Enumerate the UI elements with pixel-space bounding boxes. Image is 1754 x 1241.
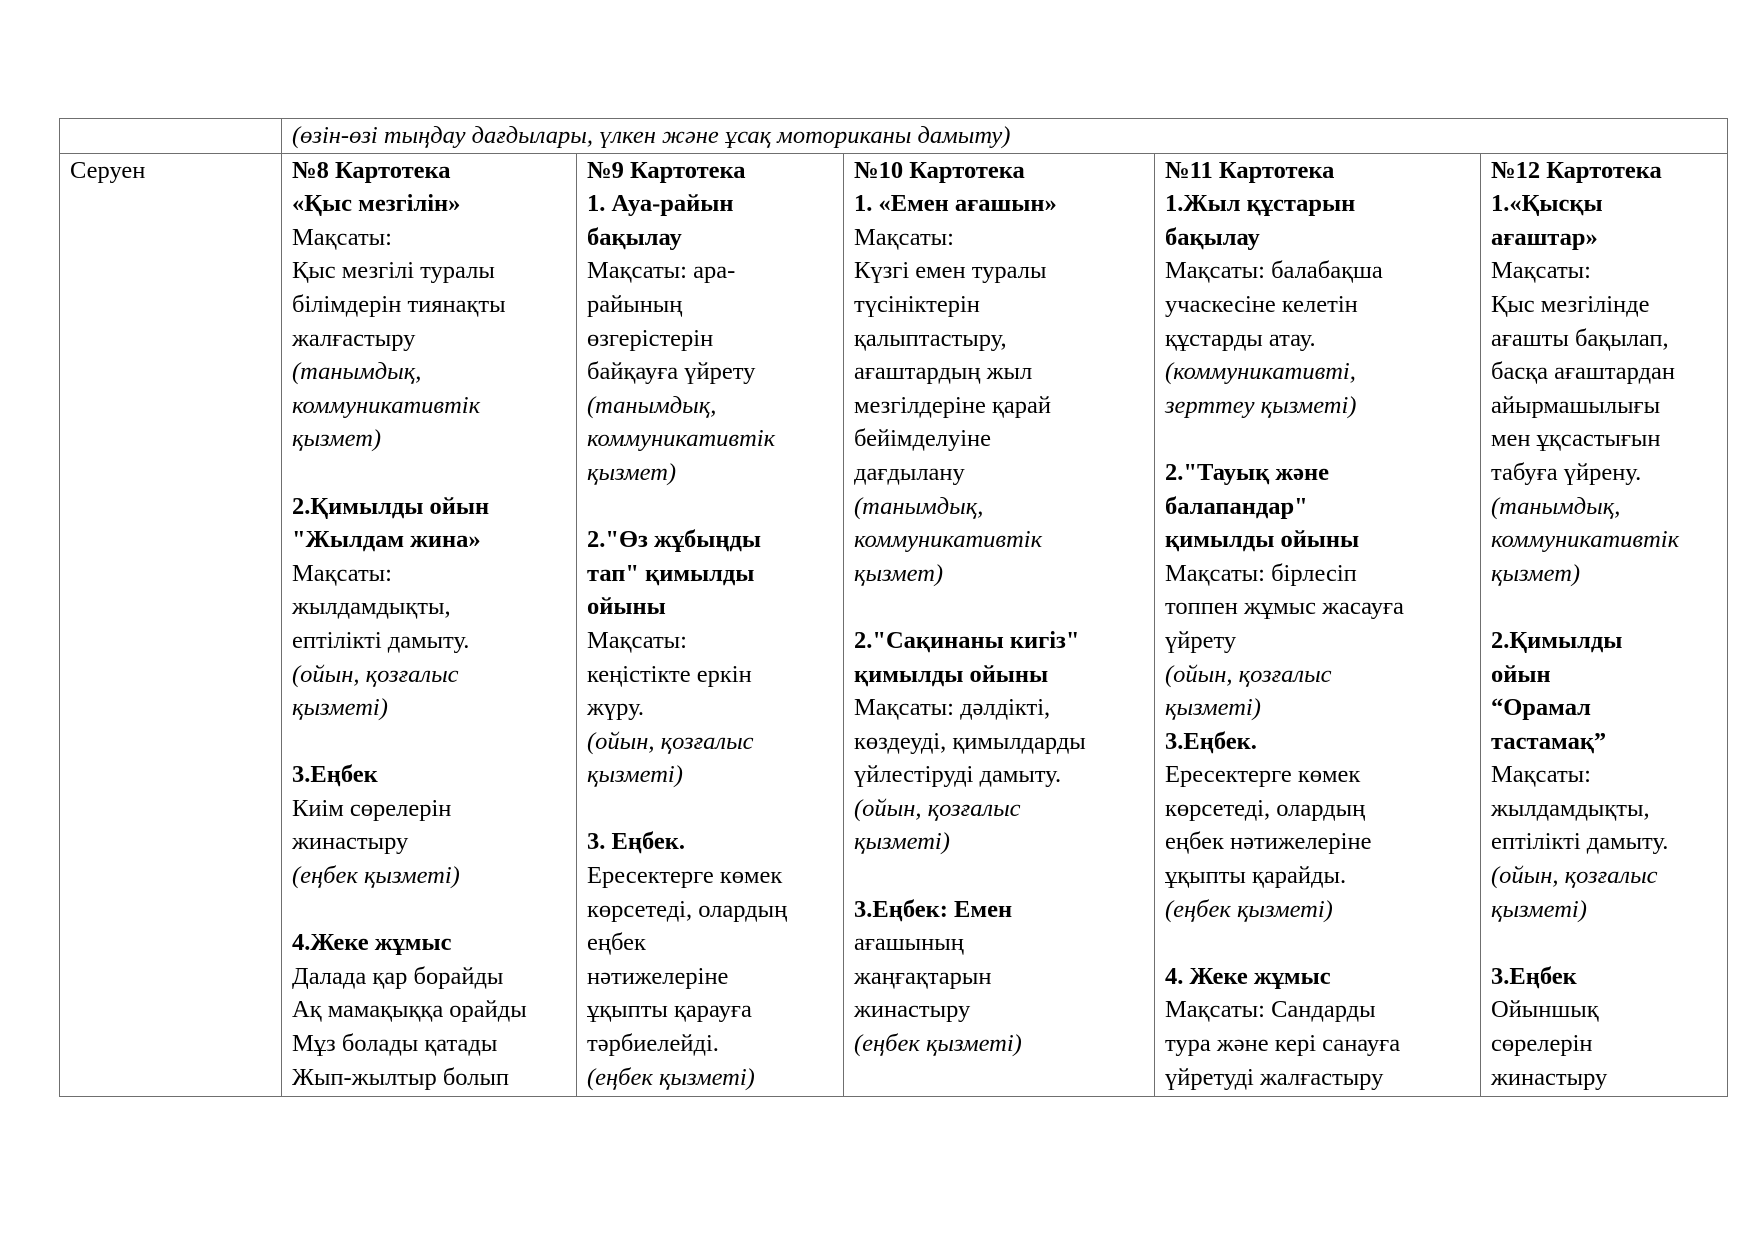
cell-text-line: (танымдық, <box>1491 492 1621 520</box>
card-9-cell <box>577 153 844 1096</box>
cell-text-line: «Қыс мезгілін» <box>292 190 461 218</box>
cell-text-line: 3. Еңбек. <box>587 828 685 856</box>
cell-text-line: байқауға үйрету <box>587 358 756 386</box>
cell-text-line: мезгілдеріне қарай <box>854 391 1051 419</box>
cell-text-line: басқа ағаштардан <box>1491 358 1676 386</box>
cell-text-line: №8 Картотека <box>292 156 451 184</box>
cell-text-line: 1. Ауа-райын <box>587 190 734 218</box>
cell-text-line: қызмет) <box>587 458 677 486</box>
blank-line <box>292 456 572 490</box>
cell-text-line: Мақсаты: <box>1491 257 1591 285</box>
cell-text-line: райының <box>587 290 683 318</box>
cell-text-line: коммуникативтік <box>854 526 1043 554</box>
cell-text-line: айырмашылығы <box>1491 391 1661 419</box>
cell-text-line: Мақсаты: <box>1491 761 1591 789</box>
cell-text-line: зерттеу қызметі) <box>1165 391 1357 419</box>
blank-line <box>587 792 839 826</box>
blank-line <box>292 893 572 927</box>
cell-text-line: “Орамал <box>1491 694 1591 722</box>
cell-text-line: қызмет) <box>854 559 944 587</box>
cell-text-line: ойын <box>1491 660 1551 688</box>
cell-text-line: 4.Жеке жұмыс <box>292 929 452 957</box>
cell-text-line: ептілікті дамыту. <box>292 626 470 654</box>
cell-text-line: ағаштар» <box>1491 223 1598 251</box>
cell-text-line: Мақсаты: <box>292 559 392 587</box>
cell-text-line: коммуникативтік <box>587 425 776 453</box>
cell-text-line: (еңбек қызметі) <box>854 1030 1022 1058</box>
cell-text-line: Мақсаты: <box>587 626 687 654</box>
cell-text-line: 1.Жыл құстарын <box>1165 190 1356 218</box>
cell-text-line: қызмет) <box>1491 559 1581 587</box>
cell-text-line: үйлестіруді дамыту. <box>854 761 1062 789</box>
blank-line <box>1165 422 1476 456</box>
cell-text-line: Мақсаты: ара- <box>587 257 736 285</box>
cell-text-line: мен ұқсастығын <box>1491 425 1661 453</box>
cell-text-line: Ақ мамақыққа орайды <box>292 996 527 1024</box>
cell-text-line: қызметі) <box>292 694 388 722</box>
blank-line <box>1165 926 1476 960</box>
cell-text-line: бейімделуіне <box>854 425 992 453</box>
cell-text-line: (танымдық, <box>292 358 422 386</box>
blank-line <box>587 490 839 524</box>
cell-text-line: ағашының <box>854 929 964 957</box>
card-11-cell <box>1155 153 1481 1096</box>
cell-text-line: қызметі) <box>1165 694 1261 722</box>
weekly-plan-table <box>59 118 1728 1097</box>
cell-text-line: табуға үйрену. <box>1491 458 1642 486</box>
cell-text-line: №11 Картотека <box>1165 156 1335 184</box>
cell-text-line: (танымдық, <box>854 492 984 520</box>
cell-text-line: Ойыншық <box>1491 996 1599 1024</box>
cell-text-line: жинастыру <box>1491 1063 1608 1091</box>
cell-text-line: тәрбиелейді. <box>587 1030 719 1058</box>
cell-text-line: 1.«Қысқы <box>1491 190 1603 218</box>
cell-text-line: ептілікті дамыту. <box>1491 828 1669 856</box>
cell-text-line: 3.Еңбек <box>292 761 378 789</box>
walk-row-label: Серуен <box>60 153 282 1096</box>
cell-text-line: тура және кері санауға <box>1165 1030 1401 1058</box>
cell-text-line: сөрелерін <box>1491 1030 1593 1058</box>
cell-text-line: жалғастыру <box>292 324 416 352</box>
cell-text-line: ұқыпты қарайды. <box>1165 862 1347 890</box>
cell-text-line: топпен жұмыс жасауға <box>1165 593 1404 621</box>
cell-text-line: (ойын, қозғалыс <box>292 660 459 688</box>
cell-text-line: Ересектерге көмек <box>587 862 783 890</box>
cell-text-line: үйрету <box>1165 626 1237 654</box>
cell-text-line: ағаштардың жыл <box>854 358 1033 386</box>
cell-text-line: қызметі) <box>587 761 683 789</box>
cell-text-line: еңбек нәтижелеріне <box>1165 828 1372 856</box>
cell-text-line: жаңғақтарын <box>854 962 992 990</box>
cell-text-line: бақылау <box>587 223 682 251</box>
cell-text-line: еңбек <box>587 929 646 957</box>
blank-line <box>1491 590 1723 624</box>
cell-text-line: учаскесіне келетін <box>1165 290 1358 318</box>
cell-text-line: 2.Қимылды ойын <box>292 492 490 520</box>
cell-text-line: тастамақ” <box>1491 727 1607 755</box>
cell-text-line: Ересектерге көмек <box>1165 761 1361 789</box>
cell-text-line: құстарды атау. <box>1165 324 1316 352</box>
cell-text-line: жинастыру <box>292 828 409 856</box>
cell-text-line: бақылау <box>1165 223 1260 251</box>
blank-line <box>854 590 1150 624</box>
cell-text-line: Мақсаты: Сандарды <box>1165 996 1376 1024</box>
cell-text-line: Қыс мезгілінде <box>1491 290 1650 318</box>
intro-row-label <box>60 119 282 154</box>
cell-text-line: қызмет) <box>292 425 382 453</box>
intro-row <box>60 119 1728 154</box>
cell-text-line: 1. «Емен ағашын» <box>854 190 1057 218</box>
card-12-cell <box>1481 153 1728 1096</box>
cell-text-line: дағдылану <box>854 458 965 486</box>
cell-text-line: коммуникативтік <box>1491 526 1680 554</box>
cell-text-line: өзгерістерін <box>587 324 714 352</box>
blank-line <box>1491 926 1723 960</box>
cell-text-line: Жып-жылтыр болып <box>292 1063 510 1091</box>
cell-text-line: Мақсаты: <box>292 223 392 251</box>
card-10-cell <box>844 153 1155 1096</box>
cell-text-line: қызметі) <box>1491 895 1587 923</box>
cell-text-line: 2."Сақинаны кигіз" <box>854 626 1080 654</box>
cell-text-line: 2."Өз жұбыңды <box>587 526 762 554</box>
cell-text-line: кеңістікте еркін <box>587 660 752 688</box>
cell-text-line: (ойын, қозғалыс <box>587 727 754 755</box>
cell-text-line: 2.Қимылды <box>1491 626 1623 654</box>
cell-text-line: 3.Еңбек <box>1491 962 1577 990</box>
cell-text-line: (танымдық, <box>587 391 717 419</box>
cell-text-line: (еңбек қызметі) <box>587 1063 755 1091</box>
cell-text-line: көрсетеді, олардың <box>1165 794 1366 822</box>
cell-text-line: 4. Жеке жұмыс <box>1165 962 1331 990</box>
cell-text-line: 2."Тауық және <box>1165 458 1329 486</box>
cell-text-line: (коммуникативті, <box>1165 358 1356 386</box>
cell-text-line: Далада қар борайды <box>292 962 504 990</box>
cell-text-line: (ойын, қозғалыс <box>854 794 1021 822</box>
cell-text-line: Мұз болады қатады <box>292 1030 498 1058</box>
cell-text-line: ұқыпты қарауға <box>587 996 752 1024</box>
cell-text-line: жүру. <box>587 694 645 722</box>
cell-text-line: ойыны <box>587 593 666 621</box>
cell-text-line: коммуникативтік <box>292 391 481 419</box>
cell-text-line: Мақсаты: балабақша <box>1165 257 1383 285</box>
cell-text-line: 3.Еңбек. <box>1165 727 1257 755</box>
cell-text-line: №12 Картотека <box>1491 156 1662 184</box>
cell-text-line: (еңбек қызметі) <box>1165 895 1333 923</box>
cell-text-line: жинастыру <box>854 996 971 1024</box>
cell-text-line: (еңбек қызметі) <box>292 862 460 890</box>
card-8-cell <box>282 153 577 1096</box>
intro-row-text: (өзін-өзі тыңдау дағдылары, үлкен және ұсақ моториканы дамыту) <box>282 119 1728 154</box>
blank-line <box>854 859 1150 893</box>
cell-text-line: білімдерін тиянақты <box>292 290 506 318</box>
cell-text-line: Мақсаты: <box>854 223 954 251</box>
cell-text-line: жылдамдықты, <box>292 593 451 621</box>
cell-text-line: №10 Картотека <box>854 156 1025 184</box>
cell-text-line: үйретуді жалғастыру <box>1165 1063 1384 1091</box>
cell-text-line: көрсетеді, олардың <box>587 895 788 923</box>
cell-text-line: тап" қимылды <box>587 559 755 587</box>
cell-text-line: Қыс мезгілі туралы <box>292 257 495 285</box>
cell-text-line: (ойын, қозғалыс <box>1491 862 1658 890</box>
cell-text-line: Киім сөрелерін <box>292 794 452 822</box>
cell-text-line: қимылды ойыны <box>1165 526 1360 554</box>
cell-text-line: қимылды ойыны <box>854 660 1049 688</box>
cell-text-line: нәтижелеріне <box>587 962 729 990</box>
cell-text-line: жылдамдықты, <box>1491 794 1650 822</box>
cell-text-line: Күзгі емен туралы <box>854 257 1047 285</box>
cell-text-line: көздеуді, қимылдарды <box>854 727 1086 755</box>
cell-text-line: №9 Картотека <box>587 156 746 184</box>
cell-text-line: (ойын, қозғалыс <box>1165 660 1332 688</box>
cell-text-line: түсініктерін <box>854 290 980 318</box>
cell-text-line: ағашты бақылап, <box>1491 324 1669 352</box>
cell-text-line: қалыптастыру, <box>854 324 1007 352</box>
cell-text-line: Мақсаты: бірлесіп <box>1165 559 1357 587</box>
cell-text-line: қызметі) <box>854 828 950 856</box>
cell-text-line: "Жылдам жина» <box>292 526 481 554</box>
cell-text-line: 3.Еңбек: Емен <box>854 895 1013 923</box>
walk-row <box>60 153 1728 1096</box>
cell-text-line: балапандар" <box>1165 492 1308 520</box>
cell-text-line: Мақсаты: дәлдікті, <box>854 694 1051 722</box>
blank-line <box>292 725 572 759</box>
